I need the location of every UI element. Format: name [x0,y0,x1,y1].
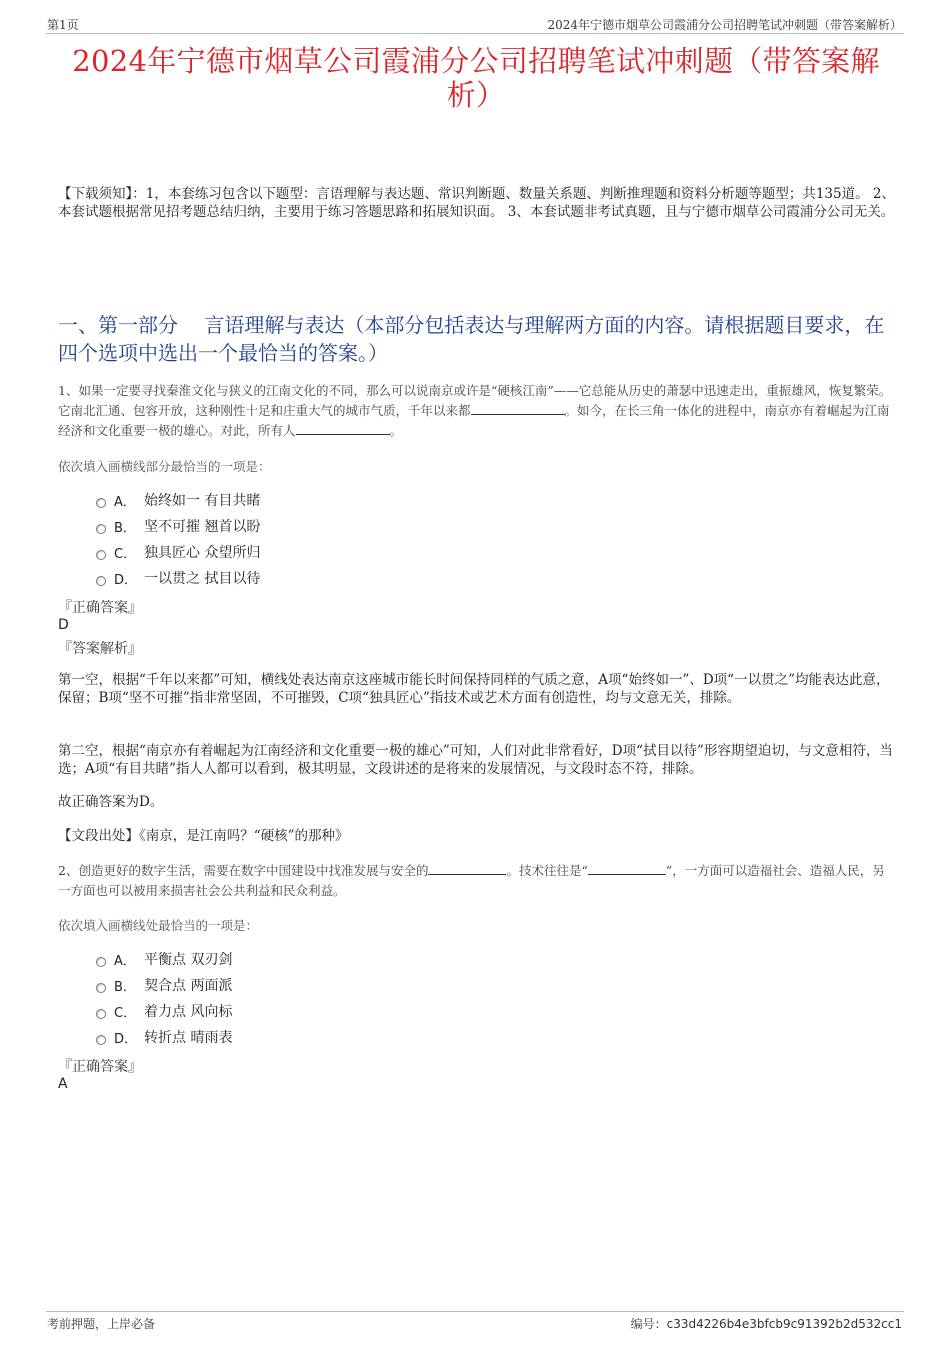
fill-blank-2 [588,862,666,875]
option-letter: B． [114,979,136,995]
option-d[interactable] [96,1024,496,1050]
radio-icon[interactable] [96,550,106,560]
radio-icon[interactable] [96,576,106,586]
radio-icon[interactable] [96,1035,106,1045]
option-a[interactable] [96,946,496,972]
option-b[interactable] [96,972,496,998]
correct-answer: D [58,617,69,633]
question-1-text [58,381,896,441]
question-2-part2: 。技术往往是“ [506,863,588,878]
option-c[interactable] [96,539,496,565]
page-title [58,44,894,112]
option-text: 始终如一 有目共睹 [144,493,261,509]
footer-code-value: c33d4226b4e3bfcb9c91392b2d532cc1 [666,1317,902,1331]
question-2-part3: ”，一方面可以造福社会、造福人民，另一方面也可以被用来损害社会公共利益和民众利益。 [58,863,885,898]
option-letter: A． [114,494,136,510]
section-title: 一、第一部分 言语理解与表达（本部分包括表达与理解两方面的内容。请根据题目要求，在四个选项中选出一个最恰当的答案。） [58,313,885,365]
analysis-paragraph-2: 第二空，根据“南京亦有着崛起为江南经济和文化重要一极的雄心”可知，人们对此非常看好，D项“拭目以待”形容期望迫切，与文意相符，当选；A项“有目共睹”指人人都可以看到，极其明显，文段讲述的是将来的发展情况，与文段时态不符，排除。 [58,743,893,777]
radio-icon[interactable] [96,1009,106,1019]
fill-blank-1 [471,402,565,415]
option-text: 坚不可摧 翘首以盼 [144,519,261,535]
analysis-conclusion: 故正确答案为D。 [58,794,164,810]
option-text: 转折点 晴雨表 [144,1030,233,1046]
header-doc-title: 2024年宁德市烟草公司霞浦分公司招聘笔试冲刺题（带答案解析） [547,18,902,32]
question-1-part1: 1、如果一定要寻找秦淮文化与狭义的江南文化的不同，那么可以说南京或许是“硬核江南”——它总能从历史的萧瑟中迅速走出，重振雄风，恢复繁荣。它南北汇通、包容开放，这种刚性十足和庄重大气的城市气质，千年以来都 [58,383,892,418]
analysis-paragraph-1: 第一空，根据“千年以来都”可知，横线处表达南京这座城市能长时间保持同样的气质之意，A项“始终如一”、D项“一以贯之”均能表达此意，保留；B项“坚不可摧”指非常坚固，不可摧毁，C项“独具匠心”指技术或艺术方面有创造性，均与文意无关，排除。 [58,672,890,706]
correct-answer: A [58,1076,68,1092]
analysis-label: 『答案解析』 [58,641,142,657]
question-2-prompt: 依次填入画横线处最恰当的一项是： [58,918,259,933]
footer-divider [46,1311,904,1312]
option-d[interactable] [96,565,496,591]
option-letter: C． [114,1005,137,1021]
radio-icon[interactable] [96,983,106,993]
radio-icon[interactable] [96,498,106,508]
page-number: 第1页 [47,18,79,32]
radio-icon[interactable] [96,524,106,534]
option-text: 平衡点 双刃剑 [144,952,233,968]
option-b[interactable] [96,513,496,539]
footer-code [631,1315,902,1332]
text-source: 【文段出处】《南京，是江南吗？“硬核”的那种》 [58,828,349,844]
option-letter: A． [114,953,136,969]
correct-answer-label: 『正确答案』 [58,1059,142,1075]
option-a[interactable] [96,487,496,513]
header-divider [46,33,904,34]
fill-blank-1 [428,862,506,875]
question-1-prompt: 依次填入画横线部分最恰当的一项是： [58,459,271,474]
option-letter: C． [114,546,137,562]
option-text: 契合点 两面派 [144,978,233,994]
correct-answer-label: 『正确答案』 [58,600,142,616]
question-1-part3: 。 [389,423,403,438]
question-2-text [58,861,896,901]
option-text: 一以贯之 拭目以待 [144,571,261,587]
radio-icon[interactable] [96,957,106,967]
title-line-1: 2024年宁德市烟草公司霞浦分公司招聘笔试冲刺题（带答案解 [72,44,880,78]
question-2-part1: 2、创造更好的数字生活，需要在数字中国建设中找准发展与安全的 [58,863,429,878]
title-line-2: 析） [446,78,506,112]
download-notice: 【下载须知】：1，本套练习包含以下题型：言语理解与表达题、常识判断题、数量关系题、判断推理题和资料分析题等题型；共135道。 2、本套试题根据常见招考题总结归纳，主要用于练习答题思路和拓展知识面。 3、本套试题非考试真题，且与宁德市烟草公司霞浦分公司无关。 [58,186,895,220]
footer-slogan: 考前押题，上岸必备 [47,1317,156,1331]
footer-code-label: 编号： [630,1317,667,1331]
option-letter: B． [114,520,136,536]
question-2-options [96,946,496,1050]
question-1-options [96,487,496,591]
question-1-part2: 。如今，在长三角一体化的进程中，南京亦有着崛起为江南经济和文化重要一极的雄心。对此，所有人 [58,403,890,438]
option-letter: D． [114,572,138,588]
option-text: 独具匠心 众望所归 [144,545,261,561]
option-letter: D． [114,1031,138,1047]
fill-blank-2 [296,422,390,435]
option-c[interactable] [96,998,496,1024]
option-text: 着力点 风向标 [144,1004,233,1020]
